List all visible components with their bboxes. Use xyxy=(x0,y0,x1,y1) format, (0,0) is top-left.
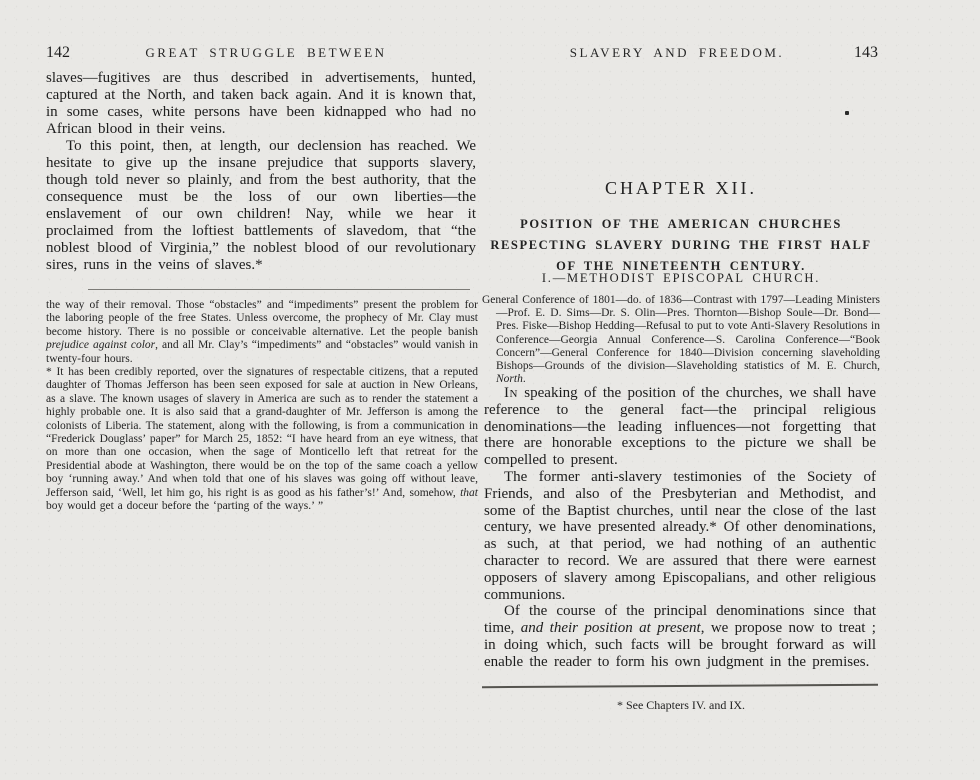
paragraph: In speaking of the position of the churches, we shall have reference to the general fact—the principal religious denominations—the leading influences—not forgetting that there are honorable exceptions to the picture we shall be compelled to present. xyxy=(484,385,876,469)
footnote-divider-rule xyxy=(482,684,878,688)
paragraph: Of the course of the principal denominations since that time, and their position at present, we propose now to treat ; in doing which, such facts will be brought forward as will enable the reader to form his own judgment in the premises. xyxy=(484,603,876,670)
paragraph: slaves—fugitives are thus described in advertisements, hunted, captured at the North, and taken back again. And it is known that, in some cases, white persons have been kidnapped who had no African blood in their veins. xyxy=(46,70,476,137)
left-page-footnotes xyxy=(46,299,478,514)
footnote-asterisk: * It has been credibly reported, over the signatures of respectable citizens, that a reputed daughter of Thomas Jefferson has been seen exposed for sale at auction in New Orleans, as a slave. The known usages of slavery in America are such as to render the statement a highly probable one. It is also said that a grand-daughter of Mr. Jefferson is among the colonists of Liberia. The statement, along with the following, is from a communication in “Frederick Douglass’ paper” for March 25, 1852: “I have heard from an eye witness, that on more than one occasion, when the sage of Monticello left that retreat for the Presidential abode at Washington, there would be on the top of the same coach a yellow boy ‘running away.’ And when told that one of his slaves was going off without leave, Jefferson said, ‘Well, let him go, his right is as good as his father’s!’ And, somehow, that boy would get a doceur before the ‘parting of the ways.’ ” xyxy=(46,366,478,513)
chapter-synopsis: General Conference of 1801—do. of 1836—Contrast with 1797—Leading Ministers—Prof. E. D. Sims—Dr. S. Olin—Pres. Thornton—Bishop Soule—Dr. Bond—Pres. Fiske—Bishop Hedding—Refusal to put to vote Anti-Slavery Resolutions in Conference—Georgia Annual Conference—S. Carolina Conference—“Book Concern”—General Conference for 1840—Division concerning slaveholding Bishops—Grounds of the division—Slaveholding statistics of M. E. Church, North. xyxy=(482,294,880,386)
right-page-number: 143 xyxy=(854,44,878,61)
paragraph: To this point, then, at length, our declension has reached. We hesitate to give up the insane prejudice that supports slavery, though told never so plainly, and from the best authority, that the consequence must be the loss of our own liberties—the enslavement of our own children! Nay, while we hear it proclaimed from the loftiest battlements of slavedom, that “the noblest blood of Virginia,” the noblest blood of our revolutionary sires, runs in the veins of slaves.* xyxy=(46,138,476,273)
left-page-body xyxy=(46,70,476,274)
right-running-title: SLAVERY AND FREEDOM. xyxy=(569,45,785,60)
footnote-continuation: the way of their removal. Those “obstacles” and “impediments” present the problem for the laboring people of the free States. Unless overcome, the prophecy of Mr. Clay must become history. There is no possible or conceivable alternative. Let the people banish prejudice against color, and all Mr. Clay’s “impediments” and “obstacles” would vanish in twenty-four hours. xyxy=(46,299,478,365)
paragraph: The former anti-slavery testimonies of the Society of Friends, and also of the Presbyterian and Methodist, and some of the Baptist churches, until near the close of the last century, we have presented already.* Of other denominations, as such, at that period, we had nothing of an authentic character to record. We are assured that there were earnest opposers of slavery among Episcopalians, and other religious communions. xyxy=(484,468,876,603)
chapter-subtitle: POSITION OF THE AMERICAN CHURCHES RESPECTING SLAVERY DURING THE FIRST HALF OF THE NINETEENTH CENTURY. xyxy=(490,217,872,273)
right-page-header xyxy=(484,44,878,62)
left-running-title: GREAT STRUGGLE BETWEEN xyxy=(145,45,387,60)
section-heading: I.—METHODIST EPISCOPAL CHURCH. xyxy=(541,271,821,285)
left-page-header xyxy=(46,44,478,62)
footnote-divider-rule xyxy=(88,289,470,290)
left-page-number: 142 xyxy=(46,44,70,61)
chapter-heading: CHAPTER XII. xyxy=(605,178,757,198)
ink-speck xyxy=(845,111,849,115)
right-page-footnote: * See Chapters IV. and IX. xyxy=(616,698,746,712)
right-page-body xyxy=(484,385,876,671)
